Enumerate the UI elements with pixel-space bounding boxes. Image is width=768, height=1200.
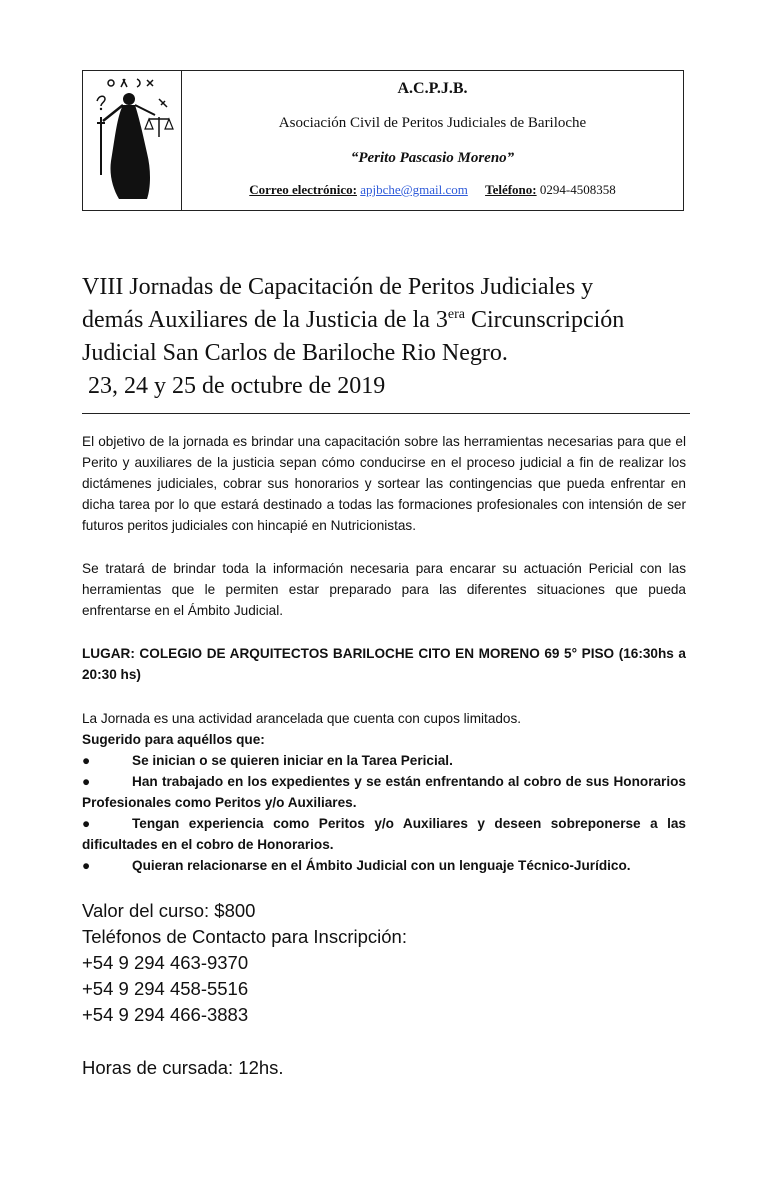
bullet-icon: ●	[82, 858, 91, 873]
list-item	[82, 771, 686, 813]
bullet-icon: ●	[82, 816, 91, 831]
contact-line	[182, 182, 683, 198]
bullet-icon: ●	[82, 753, 91, 768]
event-dates: 23, 24 y 25 de octubre de 2019	[82, 373, 386, 399]
list-item	[82, 813, 686, 855]
event-title	[82, 271, 692, 403]
list-item-text: Se inician o se quieren iniciar en la Tarea Pericial.	[132, 753, 453, 768]
course-price: Valor del curso: $800	[82, 900, 256, 921]
title-line-2	[82, 304, 692, 337]
email-link[interactable]: apjbche@gmail.com	[360, 182, 468, 197]
phone-number: +54 9 294 463-9370	[82, 952, 249, 973]
fee-note: La Jornada es una actividad arancelada que cuenta con cupos limitados.	[82, 711, 522, 726]
contact-section	[82, 898, 682, 1028]
letterhead	[82, 70, 684, 211]
title-line-1: VIII Jornadas de Capacitación de Peritos Judiciales y	[82, 274, 594, 300]
title-line-2-end: Circunscripción	[465, 307, 625, 333]
title-divider	[82, 413, 690, 414]
place-paragraph: LUGAR: COLEGIO DE ARQUITECTOS BARILOCHE CITO EN MORENO 69 5° PISO (16:30hs a 20:30 hs)	[82, 646, 686, 682]
association-acronym: A.C.P.J.B.	[397, 80, 468, 97]
title-line-3: Judicial San Carlos de Bariloche Rio Negro.	[82, 340, 508, 366]
list-item-text: Han trabajado en los expedientes y se están enfrentando al cobro de sus Honorarios Profesionales como Peritos y/o Auxiliares.	[82, 774, 686, 810]
list-item	[82, 855, 686, 876]
logo-cell	[83, 71, 182, 210]
info-paragraph: Se tratará de brindar toda la información necesaria para encarar su actuación Pericial con las herramientas que le permiten estar preparado para las diferentes situaciones que pueda enfrentarse en el Ámbito Judicial.	[82, 561, 686, 618]
phones-heading: Teléfonos de Contacto para Inscripción:	[82, 926, 407, 947]
phone-value: 0294-4508358	[539, 182, 616, 197]
objective-paragraph: El objetivo de la jornada es brindar una capacitación sobre las herramientas necesarias para que el Perito y auxiliares de la justicia sepan cómo conducirse en el proceso judicial a fin de realizar los dictámenes judiciales, cobrar sus honorarios y sortear las contingencias que pueda enfrentar en dicha tarea por lo que estará destinado a todas las formaciones profesionales con intensión de ser futuros peritos judiciales con hincapié en Nutricionistas.	[82, 434, 686, 533]
email-label: Correo electrónico:	[249, 182, 357, 197]
letterhead-text	[182, 71, 683, 210]
list-item-text: Tengan experiencia como Peritos y/o Auxiliares y deseen sobreponerse a las dificultades en el cobro de Honorarios.	[82, 816, 686, 852]
association-name: Asociación Civil de Peritos Judiciales de Bariloche	[278, 115, 587, 131]
suggested-section	[82, 708, 686, 876]
phone-number: +54 9 294 466-3883	[82, 1004, 249, 1025]
phone-label: Teléfono:	[485, 182, 537, 197]
justice-logo-icon	[89, 77, 175, 203]
course-hours: Horas de cursada: 12hs.	[82, 1057, 284, 1078]
bullet-icon: ●	[82, 774, 91, 789]
suggested-heading: Sugerido para aquéllos que:	[82, 732, 265, 747]
title-superscript: era	[447, 307, 465, 322]
phone-number: +54 9 294 458-5516	[82, 978, 249, 999]
list-item	[82, 750, 686, 771]
list-item-text: Quieran relacionarse en el Ámbito Judicial con un lenguaje Técnico-Jurídico.	[132, 858, 631, 873]
association-motto: “Perito Pascasio Moreno”	[350, 150, 515, 166]
title-line-2-text: demás Auxiliares de la Justicia de la 3	[82, 307, 448, 333]
